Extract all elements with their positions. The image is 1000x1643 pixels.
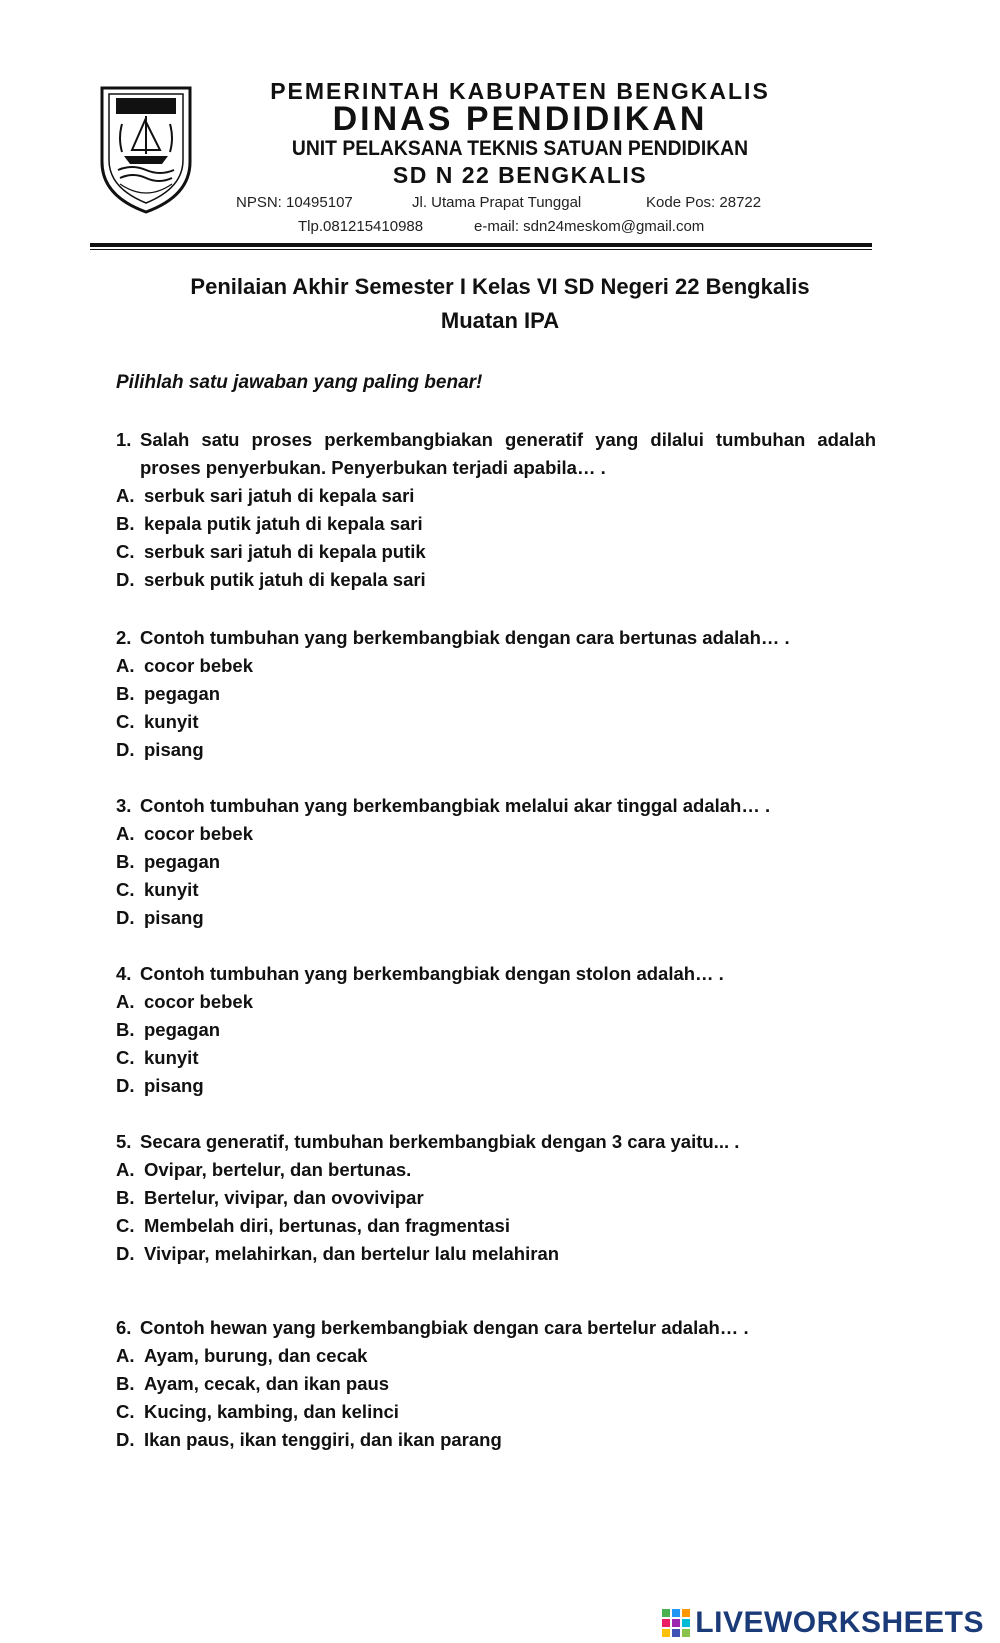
option-text: serbuk sari jatuh di kepala putik — [144, 541, 426, 562]
exam-subject: Muatan IPA — [440, 308, 560, 333]
answer-option-c[interactable] — [116, 538, 876, 566]
question-number: 3. — [116, 795, 132, 816]
option-letter: C. — [116, 541, 135, 562]
letterhead-unit: UNIT PELAKSANA TEKNIS SATUAN PENDIDIKAN — [291, 137, 749, 160]
option-text: pegagan — [144, 851, 221, 872]
option-letter: C. — [116, 1047, 135, 1068]
letterhead-school-name: SD N 22 BENGKALIS — [392, 162, 648, 188]
answer-option-a[interactable] — [116, 988, 876, 1016]
question-text: Contoh tumbuhan yang berkembangbiak dengan stolon adalah… . — [140, 963, 724, 984]
letterhead-email: e-mail: sdn24meskom@gmail.com — [474, 218, 705, 235]
option-letter: A. — [116, 485, 135, 506]
question-number: 4. — [116, 963, 132, 984]
question-text: Secara generatif, tumbuhan berkembangbiak dengan 3 cara yaitu... . — [140, 1131, 740, 1152]
liveworksheets-brand[interactable] — [661, 1606, 984, 1640]
option-letter: C. — [116, 1215, 135, 1236]
option-text: kepala putik jatuh di kepala sari — [144, 513, 423, 534]
question-1 — [116, 426, 876, 594]
question-6 — [116, 1314, 876, 1454]
liveworksheets-logo-icon — [661, 1608, 691, 1638]
option-text: cocor bebek — [144, 991, 253, 1012]
answer-option-b[interactable] — [116, 1370, 876, 1398]
option-letter: B. — [116, 1373, 135, 1394]
option-letter: D. — [116, 739, 135, 760]
letterhead-phone: Tlp.081215410988 — [298, 218, 424, 235]
answer-option-d[interactable] — [116, 1426, 876, 1454]
option-letter: B. — [116, 1019, 135, 1040]
option-text: serbuk sari jatuh di kepala sari — [144, 485, 415, 506]
answer-option-a[interactable] — [116, 1342, 876, 1370]
option-text: pisang — [144, 739, 204, 760]
option-text: serbuk putik jatuh di kepala sari — [144, 569, 426, 590]
option-letter: A. — [116, 655, 135, 676]
question-text: Contoh tumbuhan yang berkembangbiak dengan cara bertunas adalah… . — [140, 627, 790, 648]
option-text: cocor bebek — [144, 823, 253, 844]
letterhead-postal-code: Kode Pos: 28722 — [646, 194, 762, 211]
answer-option-d[interactable] — [116, 566, 876, 594]
answer-option-a[interactable] — [116, 820, 876, 848]
answer-option-c[interactable] — [116, 1398, 876, 1426]
question-2 — [116, 624, 876, 764]
question-number: 6. — [116, 1317, 132, 1338]
question-3 — [116, 792, 876, 932]
answer-option-c[interactable] — [116, 876, 876, 904]
option-text: pisang — [144, 1075, 204, 1096]
option-text: Membelah diri, bertunas, dan fragmentasi — [144, 1215, 510, 1236]
exam-title: Penilaian Akhir Semester I Kelas VI SD Negeri 22 Bengkalis — [190, 274, 810, 299]
answer-option-d[interactable] — [116, 1072, 876, 1100]
answer-option-b[interactable] — [116, 1184, 876, 1212]
option-text: pegagan — [144, 1019, 221, 1040]
question-4 — [116, 960, 876, 1100]
question-number: 2. — [116, 627, 132, 648]
question-text: Contoh hewan yang berkembangbiak dengan cara bertelur adalah… . — [140, 1317, 749, 1338]
answer-option-d[interactable] — [116, 904, 876, 932]
option-letter: B. — [116, 851, 135, 872]
option-letter: B. — [116, 683, 135, 704]
letterhead-government: PEMERINTAH KABUPATEN BENGKALIS — [270, 78, 770, 104]
option-letter: B. — [116, 1187, 135, 1208]
option-letter: D. — [116, 1429, 135, 1450]
option-text: kunyit — [144, 1047, 199, 1068]
option-text: Ovipar, bertelur, dan bertunas. — [144, 1159, 412, 1180]
option-letter: D. — [116, 1243, 135, 1264]
letterhead-npsn: NPSN: 10495107 — [236, 194, 353, 211]
answer-option-b[interactable] — [116, 848, 876, 876]
exam-instruction: Pilihlah satu jawaban yang paling benar! — [116, 372, 483, 393]
answer-option-c[interactable] — [116, 1044, 876, 1072]
option-text: Ayam, burung, dan cecak — [144, 1345, 368, 1366]
brand-name: LIVEWORKSHEETS — [695, 1606, 984, 1639]
letterhead-divider-thick — [90, 243, 872, 247]
option-letter: C. — [116, 1401, 135, 1422]
answer-option-c[interactable] — [116, 708, 876, 736]
question-5 — [116, 1128, 876, 1268]
question-number: 5. — [116, 1131, 132, 1152]
answer-option-b[interactable] — [116, 680, 876, 708]
answer-option-a[interactable] — [116, 652, 876, 680]
question-text: Salah satu proses perkembangbiakan generatif yang dilalui tumbuhan adalah proses penyerbukan. Penyerbukan terjadi apabila… . — [140, 429, 876, 478]
answer-option-d[interactable] — [116, 1240, 876, 1268]
option-text: kunyit — [144, 711, 199, 732]
answer-option-c[interactable] — [116, 1212, 876, 1240]
option-text: cocor bebek — [144, 655, 253, 676]
answer-option-b[interactable] — [116, 510, 876, 538]
option-text: Ikan paus, ikan tenggiri, dan ikan parang — [144, 1429, 502, 1450]
option-letter: A. — [116, 1345, 135, 1366]
letterhead-address: Jl. Utama Prapat Tunggal — [412, 194, 582, 211]
option-letter: D. — [116, 569, 135, 590]
option-letter: C. — [116, 711, 135, 732]
option-text: Vivipar, melahirkan, dan bertelur lalu melahiran — [144, 1243, 560, 1264]
option-letter: A. — [116, 991, 135, 1012]
answer-option-a[interactable] — [116, 482, 876, 510]
option-letter: D. — [116, 1075, 135, 1096]
option-text: Ayam, cecak, dan ikan paus — [144, 1373, 390, 1394]
option-letter: D. — [116, 907, 135, 928]
option-text: kunyit — [144, 879, 199, 900]
option-text: Kucing, kambing, dan kelinci — [144, 1401, 399, 1422]
bengkalis-emblem-icon — [96, 84, 196, 216]
question-text: Contoh tumbuhan yang berkembangbiak melalui akar tinggal adalah… . — [140, 795, 771, 816]
option-letter: A. — [116, 1159, 135, 1180]
question-number: 1. — [116, 429, 132, 450]
answer-option-d[interactable] — [116, 736, 876, 764]
letterhead-divider-thin — [90, 249, 872, 250]
answer-option-a[interactable] — [116, 1156, 876, 1184]
option-text: Bertelur, vivipar, dan ovovivipar — [144, 1187, 424, 1208]
option-text: pegagan — [144, 683, 221, 704]
answer-option-b[interactable] — [116, 1016, 876, 1044]
option-text: pisang — [144, 907, 204, 928]
option-letter: B. — [116, 513, 135, 534]
letterhead-department: DINAS PENDIDIKAN — [332, 100, 708, 138]
option-letter: A. — [116, 823, 135, 844]
option-letter: C. — [116, 879, 135, 900]
